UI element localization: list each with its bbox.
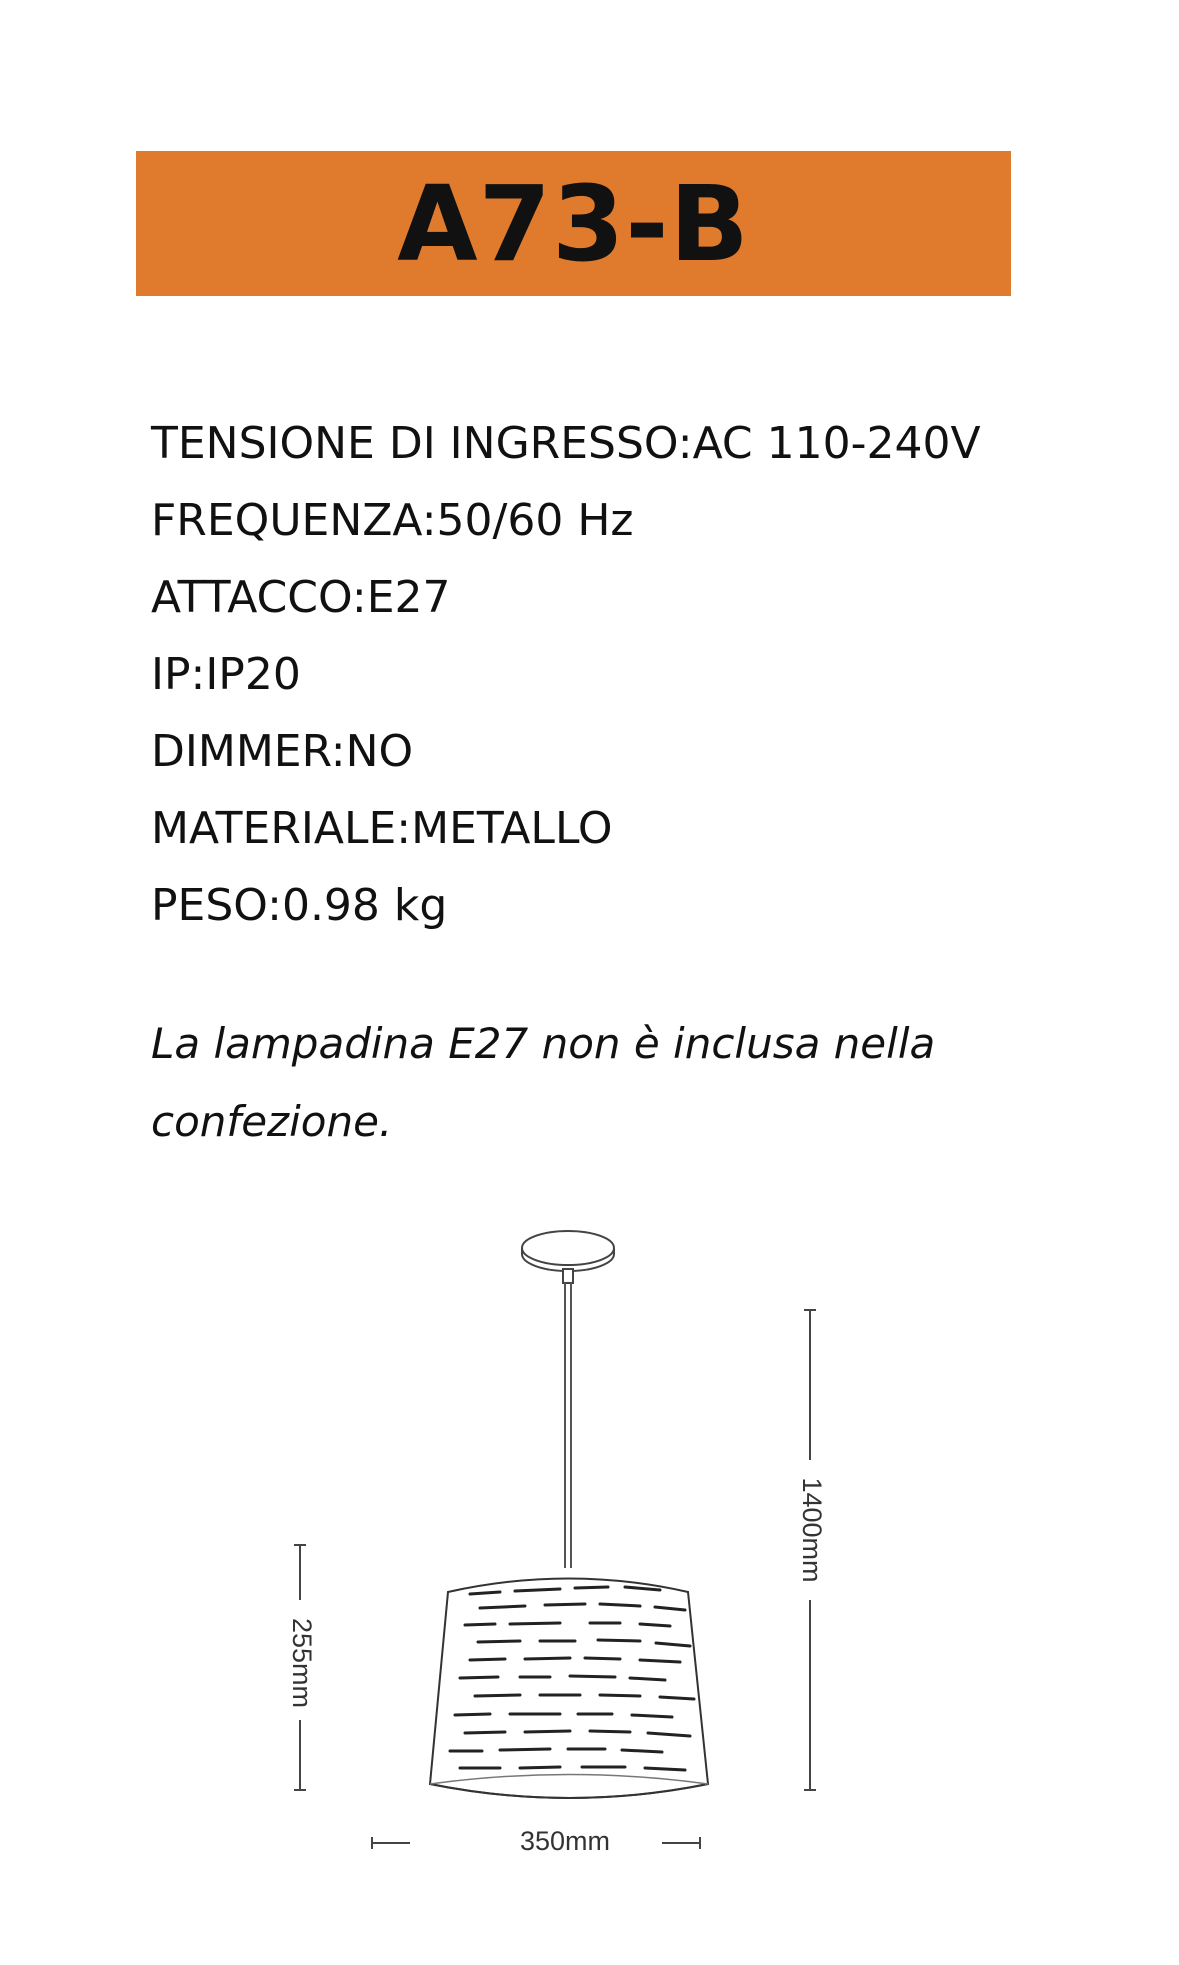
total-height-label: 1400mm [796,1477,827,1583]
spec-material: MATERIALE:METALLO [151,803,613,854]
lamp-shade [430,1579,708,1799]
pendant-lamp-drawing [0,1200,1179,1880]
product-code: A73-B [397,162,750,285]
title-banner [136,151,1011,296]
shade-height-label: 255mm [286,1617,317,1709]
spec-weight: PESO:0.98 kg [151,880,448,931]
bulb-note-line-1: La lampadina E27 non è inclusa nella [151,1019,936,1068]
spec-frequency: FREQUENZA:50/60 Hz [151,495,634,546]
spec-input-voltage: TENSIONE DI INGRESSO:AC 110-240V [151,418,981,469]
spec-dimmer: DIMMER:NO [151,726,414,777]
bulb-note-line-2: confezione. [151,1097,393,1146]
spec-ip-rating: IP:IP20 [151,649,301,700]
suspension-cable [565,1283,571,1568]
shade-width-label: 350mm [519,1826,611,1857]
bulb-note [151,1005,1051,1161]
ceiling-canopy [522,1231,614,1283]
spec-list [151,405,981,944]
spec-socket: ATTACCO:E27 [151,572,451,623]
